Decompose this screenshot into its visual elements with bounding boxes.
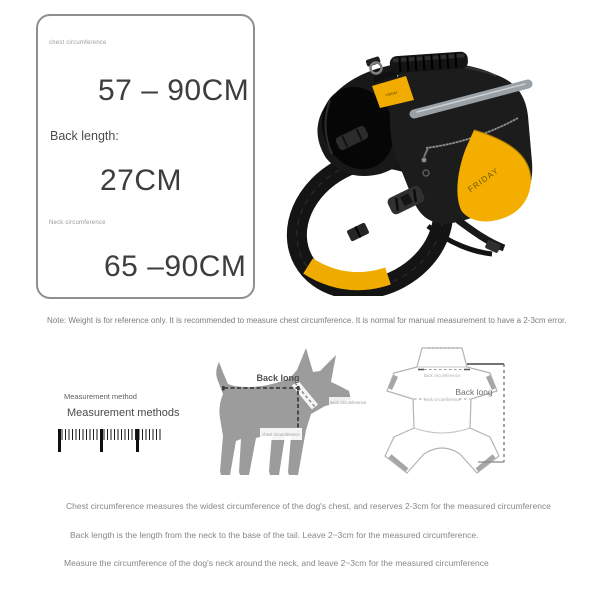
pattern-back-long-measure	[455, 364, 504, 462]
footnote-back: Back length is the length from the neck to the base of the tail. Leave 2~3cm for the measured circumference.	[70, 530, 479, 540]
ruler-icon	[58, 429, 162, 452]
brand-text: FRIDAY	[466, 165, 501, 195]
pattern-back-width-measure	[418, 348, 470, 378]
dog-neck-label	[329, 397, 368, 407]
neck-circumference-label: Neck circumference	[49, 220, 106, 226]
footnote-neck: Measure the circumference of the dog's neck around the neck, and leave 2~3cm for the measured circumference	[64, 558, 489, 568]
neck-circumference-value: 65 –90CM	[104, 250, 247, 283]
pattern-neck-label: Neck circumference	[423, 397, 461, 402]
svg-text:chest circumference: chest circumference	[262, 432, 300, 437]
size-spec-panel	[36, 14, 255, 299]
note-text: Note: Weight is for reference only. It is recommended to measure chest circumference. It is normal for manual measurement to have a 2-3cm error.	[47, 316, 567, 325]
svg-text:neck circumference: neck circumference	[329, 400, 367, 405]
product-photo-dog-harness	[278, 24, 558, 296]
pattern-back-long-label: Back long	[455, 387, 493, 397]
chest-circumference-label: chest circumference	[49, 40, 107, 46]
measurement-methods-label: Measurement methods	[67, 407, 180, 419]
brand-text-small: FRIDAY	[385, 90, 399, 98]
strap-yellow-segment	[308, 266, 388, 281]
pattern-neck-measure	[414, 397, 470, 402]
footnote-chest: Chest circumference measures the widest circumference of the dog's chest, and reserves 2-3cm for the measured circumference	[66, 501, 551, 511]
chest-circumference-value: 57 – 90CM	[98, 74, 250, 107]
flat-pattern-diagram	[378, 342, 518, 482]
measurement-method-small-label: Measurement method	[64, 392, 137, 401]
strap-slider	[346, 222, 369, 242]
dog-silhouette	[216, 348, 351, 475]
back-length-label: Back length:	[50, 129, 119, 143]
ruler-ticks	[58, 429, 162, 440]
dog-measurement-diagram	[214, 344, 369, 479]
dog-back-long-label: Back long	[256, 373, 300, 383]
pattern-back-width-label: back circumference	[423, 373, 461, 378]
dog-chest-label	[260, 428, 302, 440]
back-length-value: 27CM	[100, 164, 183, 197]
